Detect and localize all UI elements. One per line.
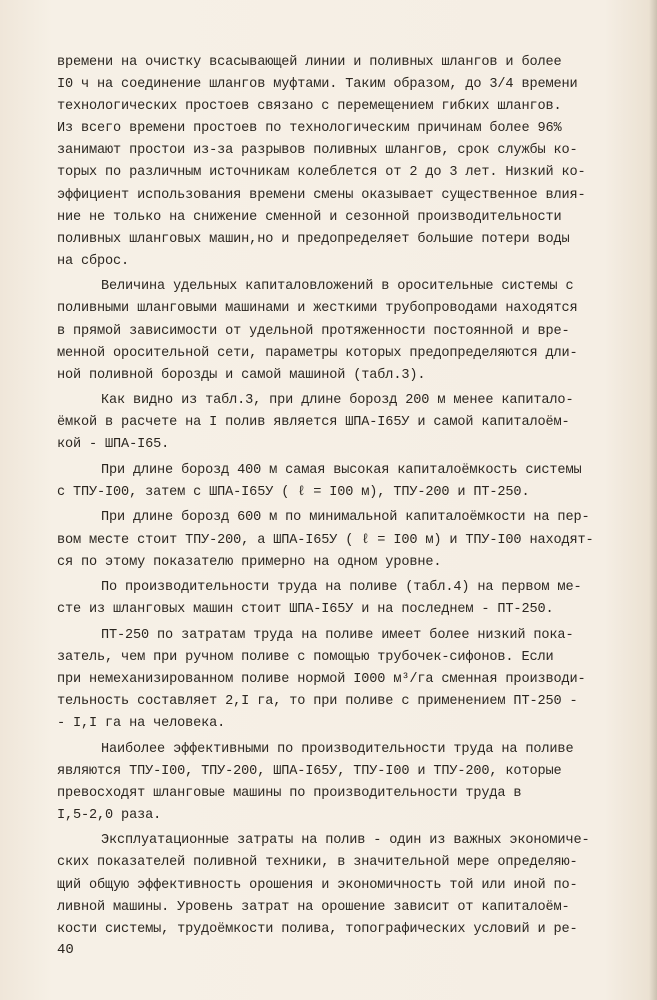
text-line: ливной машины. Уровень затрат на орошение зависит от капиталоём-	[57, 899, 570, 915]
paragraph-start-line: При длине борозд 400 м самая высокая капиталоёмкость системы	[101, 462, 582, 478]
text-line: кости системы, трудоёмкости полива, топографических условий и ре-	[57, 921, 578, 937]
paragraph-start-line: Наиболее эффективными по производительности труда на поливе	[101, 741, 574, 757]
page-edge-shadow	[649, 0, 657, 1000]
text-line: с ТПУ-I00, затем с ШПА-I65У ( ℓ = I00 м), ТПУ-200 и ПТ-250.	[57, 484, 530, 500]
text-line: на сброс.	[57, 253, 130, 269]
text-line: ние не только на снижение сменной и сезонной производительности	[57, 209, 562, 225]
text-line: эффициент использования времени смены оказывает существенное влия-	[57, 187, 586, 203]
text-line: I,5-2,0 раза.	[57, 807, 162, 823]
text-line: - I,I га на человека.	[57, 716, 226, 732]
text-line: I0 ч на соединение шлангов муфтами. Таким образом, до 3/4 времени	[57, 77, 578, 93]
text-line: в прямой зависимости от удельной протяженности постоянной и вре-	[57, 323, 570, 339]
text-line: ских показателей поливной техники, в значительной мере определяю-	[57, 855, 578, 871]
text-line: поливными шланговыми машинами и жесткими трубопроводами находятся	[57, 301, 578, 317]
text-line: времени на очистку всасывающей линии и поливных шлангов и более	[57, 55, 562, 70]
text-line: менной оросительной сети, параметры которых предопределяются дли-	[57, 345, 578, 361]
paragraph-start-line: Величина удельных капиталовложений в оросительные системы с	[101, 279, 574, 295]
text-line: кой - ШПА-I65.	[57, 437, 170, 453]
text-line: ся по этому показателю примерно на одном уровне.	[57, 554, 442, 570]
paragraph-start-line: По производительности труда на поливе (табл.4) на первом ме-	[101, 580, 582, 596]
text-line: являются ТПУ-I00, ТПУ-200, ШПА-I65У, ТПУ-I00 и ТПУ-200, которые	[57, 763, 562, 779]
paragraph-start-line: При длине борозд 600 м по минимальной капиталоёмкости на пер-	[101, 510, 590, 526]
text-line: затель, чем при ручном поливе с помощью трубочек-сифонов. Если	[57, 649, 554, 665]
paragraph-start-line: ПТ-250 по затратам труда на поливе имеет более низкий пока-	[101, 627, 574, 643]
text-line: вом месте стоит ТПУ-200, а ШПА-I65У ( ℓ = I00 м) и ТПУ-I00 находят-	[57, 532, 594, 548]
page-number: 40	[57, 942, 74, 958]
text-line: занимают простои из-за разрывов поливных шлангов, срок службы ко-	[57, 143, 578, 159]
text-line: превосходят шланговые машины по производительности труда в	[57, 785, 522, 801]
text-line: тельность составляет 2,I га, то при поливе с применением ПТ-250 -	[57, 693, 578, 709]
paragraph-start-line: Эксплуатационные затраты на полив - один из важных экономиче-	[101, 833, 590, 849]
text-line: ной поливной борозды и самой машиной (табл.3).	[57, 367, 426, 383]
text-line: щий общую эффективность орошения и экономичность той или иной по-	[57, 877, 578, 893]
text-line: Из всего времени простоев по технологическим причинам более 96%	[57, 121, 562, 137]
text-line: торых по различным источникам колеблется от 2 до 3 лет. Низкий ко-	[57, 165, 586, 181]
text-line: сте из шланговых машин стоит ШПА-I65У и на последнем - ПТ-250.	[57, 602, 554, 618]
text-line: ёмкой в расчете на I полив является ШПА-I65У и самой капиталоём-	[57, 415, 570, 431]
text-line: технологических простоев связано с перемещением гибких шлангов.	[57, 99, 562, 115]
paragraph-start-line: Как видно из табл.3, при длине борозд 200 м менее капитало-	[101, 393, 574, 409]
text-line: при немеханизированном поливе нормой I000 м³/га сменная производи-	[57, 671, 586, 687]
body-text	[57, 52, 642, 941]
text-line: поливных шланговых машин,но и предопределяет большие потери воды	[57, 231, 570, 247]
